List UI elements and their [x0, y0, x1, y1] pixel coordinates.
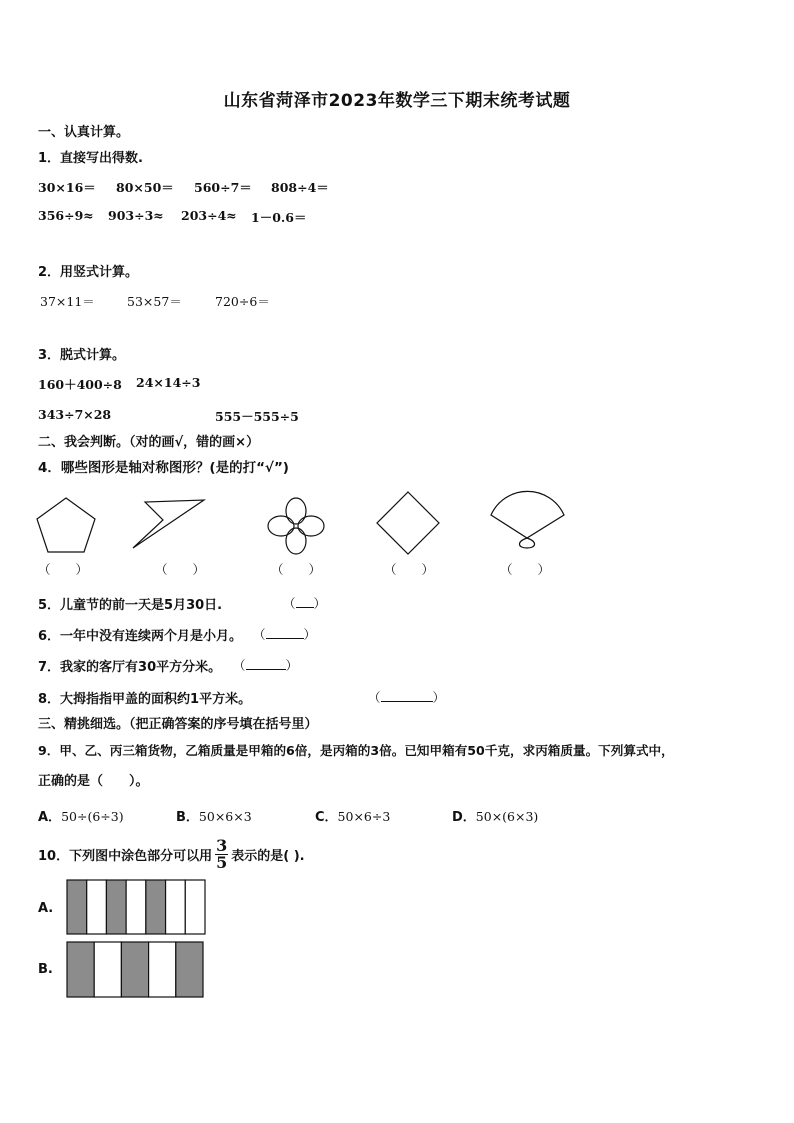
q8-text: 8．大拇指指甲盖的面积约1平方米。	[38, 692, 252, 707]
q3-item: 24×14÷3	[136, 375, 201, 390]
shaded-cell	[67, 942, 94, 997]
paren-close: ）	[313, 596, 327, 611]
q3-item: 555－555÷5	[215, 409, 299, 424]
blank-cell	[87, 880, 107, 934]
option-expr: 50×6×3	[198, 809, 252, 824]
fraction	[215, 838, 228, 871]
blank-cell	[149, 942, 176, 997]
blank-cell	[126, 880, 146, 934]
q2-label: 2．用竖式计算。	[38, 265, 139, 280]
q1-r2-item: 1－0.6＝	[251, 210, 307, 225]
q4-answer-blank[interactable]: （ ）	[155, 562, 206, 577]
q2-item: 720÷6＝	[215, 294, 270, 309]
q4-answer-blank[interactable]: （ ）	[271, 562, 322, 577]
shaded-cell	[121, 942, 148, 997]
q1-r1-item: 560÷7＝	[194, 180, 252, 195]
paren-open: （	[233, 658, 246, 673]
option-letter: A．	[38, 810, 62, 825]
triangle-shape	[133, 500, 204, 548]
paren-close: ）	[303, 627, 317, 642]
fraction-denominator: 5	[216, 853, 228, 872]
section1-heading: 一、认真计算。	[38, 125, 130, 140]
option-letter: B．	[176, 810, 199, 825]
q9-option-c[interactable]	[315, 806, 390, 825]
q8-answer-blank[interactable]	[368, 688, 445, 706]
shaded-cell	[146, 880, 166, 934]
q9-line2: 正确的是（ ）。	[38, 774, 149, 789]
q6-text: 6．一年中没有连续两个月是小月。	[38, 629, 243, 644]
q6-answer-blank[interactable]	[253, 625, 316, 643]
pentagon-shape	[37, 498, 95, 552]
paren-open: （	[253, 627, 266, 642]
q3-item: 160＋400÷8	[38, 377, 122, 392]
q2-item: 37×11＝	[40, 294, 95, 309]
q10-option-b-figure[interactable]	[66, 941, 204, 998]
fraction-numerator: 3	[216, 836, 228, 855]
q4-answer-blank[interactable]: （ ）	[500, 562, 551, 577]
q9-line1: 9．甲、乙、丙三箱货物，乙箱质量是甲箱的6倍，是丙箱的3倍。已知甲箱有50千克，求丙箱质量。下列算式中，	[38, 743, 674, 758]
q5-text: 5．儿童节的前一天是5月30日.	[38, 598, 223, 613]
option-letter: C．	[315, 810, 338, 825]
q10-option-b-letter[interactable]: B.	[38, 962, 53, 977]
q3-label: 3．脱式计算。	[38, 348, 126, 363]
q4-answer-blank[interactable]: （ ）	[38, 562, 89, 577]
q7-text: 7．我家的客厅有30平方分米。	[38, 660, 222, 675]
q3-item: 343÷7×28	[38, 407, 112, 422]
q10-option-a-figure[interactable]	[66, 879, 206, 935]
q10-option-a-letter[interactable]: A.	[38, 901, 54, 916]
q1-label: 1．直接写出得数.	[38, 151, 143, 166]
blank-cell	[185, 880, 205, 934]
q9-option-d[interactable]	[452, 806, 538, 825]
q1-r1-item: 80×50＝	[116, 180, 174, 195]
q4-label: 4．哪些图形是轴对称图形？(是的打“√”)	[38, 460, 289, 476]
option-expr: 50÷(6÷3)	[61, 809, 124, 824]
q1-r1-item: 30×16＝	[38, 180, 96, 195]
shaded-cell	[176, 942, 203, 997]
q1-r1-item: 808÷4＝	[271, 180, 329, 195]
q4-shapes	[30, 488, 590, 560]
q9-option-b[interactable]	[176, 806, 252, 825]
fan-shape	[491, 491, 564, 548]
option-letter: D．	[452, 810, 476, 825]
q1-r2-item: 203÷4≈	[181, 208, 237, 223]
paren-open: （	[283, 596, 296, 611]
paren-open: （	[368, 690, 381, 705]
section3-heading: 三、精挑细选。（把正确答案的序号填在括号里）	[38, 717, 318, 732]
paren-close: ）	[285, 658, 299, 673]
shaded-cell	[106, 880, 126, 934]
section2-heading: 二、我会判断。（对的画√，错的画×）	[38, 435, 260, 450]
q2-item: 53×57＝	[127, 294, 182, 309]
q7-answer-blank[interactable]	[233, 656, 298, 674]
q4-answer-blank[interactable]: （ ）	[384, 562, 435, 577]
option-expr: 50×6÷3	[337, 809, 391, 824]
q9-option-a[interactable]	[38, 806, 124, 825]
q10-before: 10．下列图中涂色部分可以用	[38, 849, 213, 864]
q1-r2-item: 356÷9≈	[38, 208, 94, 223]
option-expr: 50×(6×3)	[475, 809, 539, 824]
q10-prompt	[38, 838, 305, 871]
q1-r2-item: 903÷3≈	[108, 208, 164, 223]
q5-answer-blank[interactable]	[283, 594, 326, 612]
diamond-shape	[377, 492, 439, 554]
shaded-cell	[67, 880, 87, 934]
blank-cell	[166, 880, 186, 934]
paren-close: ）	[432, 690, 446, 705]
q10-after: 表示的是( ).	[231, 849, 305, 864]
page-title: 山东省菏泽市2023年数学三下期末统考试题	[223, 91, 571, 111]
four-leaf-shape	[268, 498, 324, 554]
blank-cell	[94, 942, 121, 997]
